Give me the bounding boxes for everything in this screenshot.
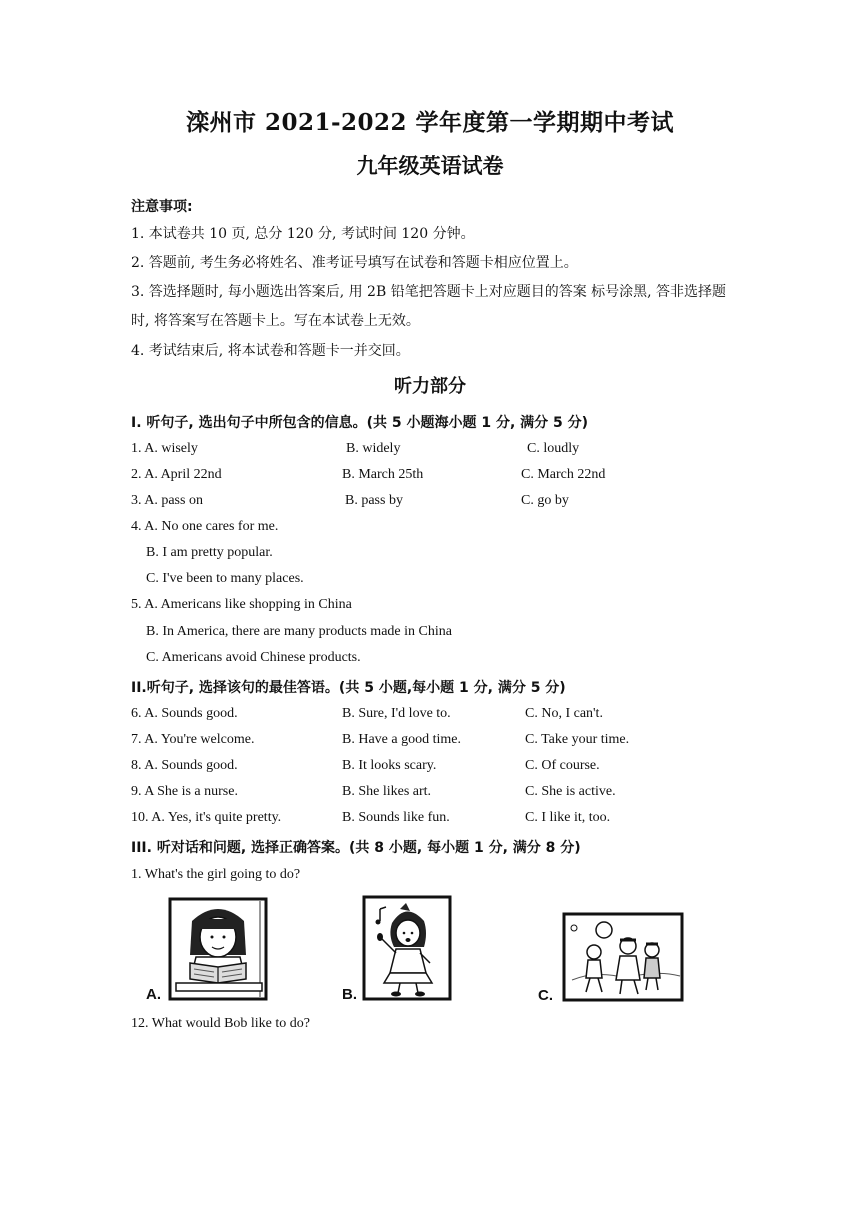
picture-a-girl-reading <box>140 893 280 1005</box>
notes-heading: 注意事项: <box>131 199 193 215</box>
q5-option-a: 5. A. Americans like shopping in China <box>131 597 352 612</box>
picture-a-label: A. <box>146 986 161 1003</box>
q1-option-a: 1. A. wisely <box>131 441 198 456</box>
q7-option-a: 7. A. You're welcome. <box>131 732 255 747</box>
q8-option-a: 8. A. Sounds good. <box>131 758 238 773</box>
q8-option-b: B. It looks scary. <box>342 758 437 773</box>
q2-option-b: B. March 25th <box>342 467 424 482</box>
q3-option-b: B. pass by <box>345 493 403 508</box>
section-title: 听力部分 <box>394 376 466 397</box>
picture-c-label: C. <box>538 987 553 1004</box>
q8-option-c: C. Of course. <box>525 758 600 773</box>
part2-heading: II.听句子, 选择该句的最佳答语。(共 5 小题,每小题 1 分, 满分 5 分) <box>131 680 566 696</box>
q4-option-b: B. I am pretty popular. <box>146 545 273 560</box>
q6-option-b: B. Sure, I'd love to. <box>342 706 451 721</box>
picture-b-girl-singing <box>340 893 460 1005</box>
q10-option-c: C. I like it, too. <box>525 810 611 825</box>
q4-option-a: 4. A. No one cares for me. <box>131 519 279 534</box>
q2-option-a: 2. A. April 22nd <box>131 467 222 482</box>
exam-title: 滦州市 2021-2022 学年度第一学期期中考试 <box>185 109 675 136</box>
q7-option-b: B. Have a good time. <box>342 732 461 747</box>
q3-option-a: 3. A. pass on <box>131 493 203 508</box>
q7-option-c: C. Take your time. <box>525 732 630 747</box>
q3-option-c: C. go by <box>521 493 569 508</box>
q9-option-b: B. She likes art. <box>342 784 432 799</box>
part3-heading: III. 听对话和问题, 选择正确答案。(共 8 小题, 每小题 1 分, 满分 8 分) <box>131 840 581 856</box>
q10-option-a: 10. A. Yes, it's quite pretty. <box>131 810 282 825</box>
q1-option-c: C. loudly <box>527 441 580 456</box>
q6-option-a: 6. A. Sounds good. <box>131 706 238 721</box>
q10-option-b: B. Sounds like fun. <box>342 810 450 825</box>
picture-c-people-playing <box>536 910 686 1005</box>
q12-question: 12. What would Bob like to do? <box>131 1016 310 1031</box>
q5-option-c: C. Americans avoid Chinese products. <box>146 650 361 665</box>
note-item-4: 4. 考试结束后, 将本试卷和答题卡一并交回。 <box>131 343 410 359</box>
q1-option-b: B. widely <box>346 441 401 456</box>
note-item-1: 1. 本试卷共 10 页, 总分 120 分, 考试时间 120 分钟。 <box>131 226 475 242</box>
q6-option-c: C. No, I can't. <box>525 706 603 721</box>
q4-option-c: C. I've been to many places. <box>146 571 304 586</box>
picture-b-label: B. <box>342 986 357 1003</box>
note-item-2: 2. 答题前, 考生务必将姓名、准考证号填写在试卷和答题卡相应位置上。 <box>131 255 578 271</box>
q5-option-b: B. In America, there are many products made in China <box>146 624 452 639</box>
exam-subtitle: 九年级英语试卷 <box>356 153 504 178</box>
q9-option-c: C. She is active. <box>525 784 616 799</box>
q2-option-c: C. March 22nd <box>521 467 606 482</box>
q11-question: 1. What's the girl going to do? <box>131 867 301 882</box>
q9-option-a: 9. A She is a nurse. <box>131 784 238 799</box>
part1-heading: I. 听句子, 选出句子中所包含的信息。(共 5 小题海小题 1 分, 满分 5 分) <box>131 415 589 431</box>
note-item-3: 3. 答选择题时, 每小题选出答案后, 用 2B 铅笔把答题卡上对应题目的答案 标号涂黑, 答非选择题时, 将答案写在答题卡上。写在本试卷上无效。 <box>131 284 727 329</box>
